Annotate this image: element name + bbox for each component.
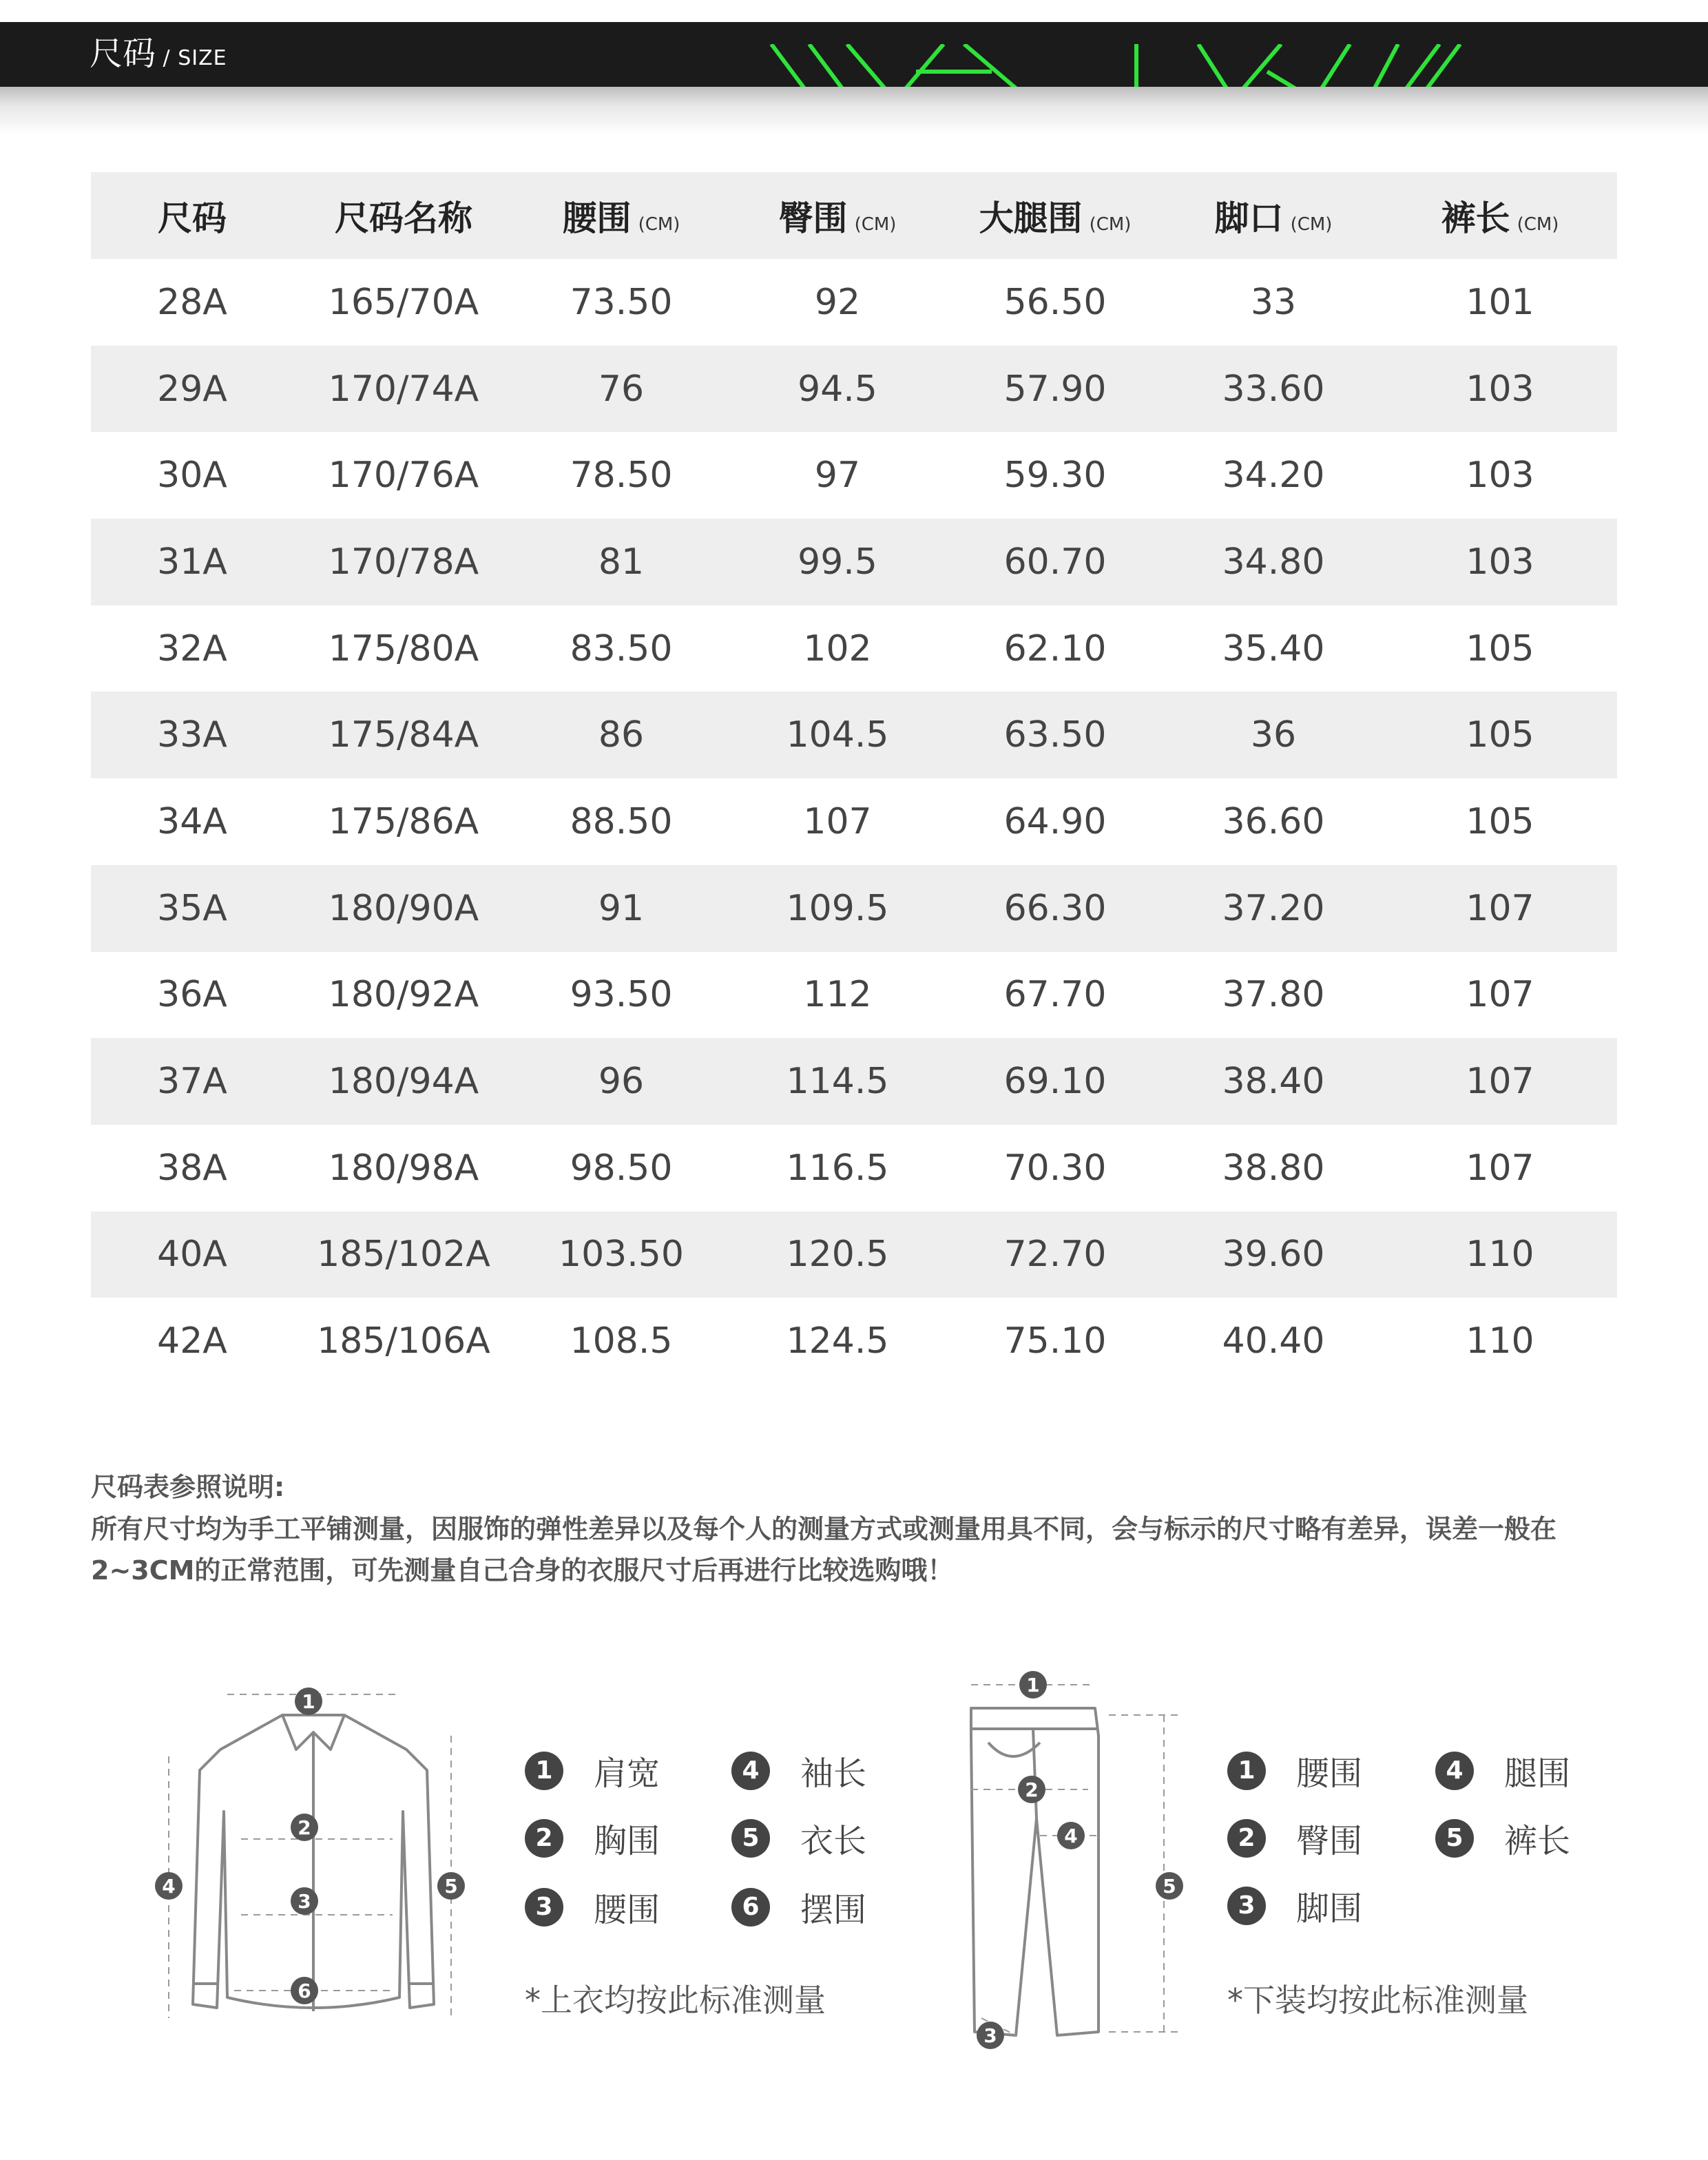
table-cell: 116.5: [786, 1147, 889, 1189]
legend-label: 裤长: [1504, 1822, 1571, 1860]
table-cell: 180/90A: [293, 865, 514, 952]
legend-label: 脚围: [1296, 1889, 1363, 1928]
table-cell: 30A: [157, 455, 227, 497]
marker-num: 1: [1026, 1674, 1040, 1696]
header-bar: [0, 22, 1708, 87]
table-cell: 105: [1383, 692, 1617, 778]
shirt-caption: *上衣均按此标准测量: [525, 1982, 826, 2019]
table-cell: 170/78A: [293, 519, 514, 605]
table-cell: 34.20: [1222, 455, 1325, 497]
header-unit: (CM): [1290, 214, 1333, 235]
legend-item: [1227, 1882, 1362, 1929]
table-cell: 124.5: [786, 1320, 889, 1362]
header-unit: (CM): [1517, 214, 1559, 235]
marker-num: 5: [1163, 1875, 1176, 1898]
table-cell: 72.70: [946, 1212, 1164, 1298]
table-cell: 105: [1466, 800, 1534, 842]
table-cell: 165/70A: [328, 281, 479, 323]
legend-item: [525, 1747, 660, 1794]
table-cell: 103: [1383, 519, 1617, 605]
legend-label: 腰围: [1296, 1754, 1363, 1793]
header-shadow: [0, 87, 1708, 135]
legend-label: 腿围: [1504, 1754, 1571, 1793]
pants-measure-lines: [971, 1685, 1178, 2035]
table-cell: 56.50: [1003, 281, 1107, 323]
table-cell: 102: [803, 627, 872, 669]
table-cell: 28A: [157, 281, 227, 323]
pants-marker: [1019, 1671, 1047, 1699]
pants-caption: *下装均按此标准测量: [1227, 1982, 1528, 2019]
table-cell: 96: [514, 1038, 729, 1125]
header-label: 裤长: [1441, 198, 1510, 238]
table-cell: 104.5: [729, 692, 946, 778]
table-cell: 185/106A: [317, 1320, 490, 1362]
table-row: [91, 778, 1617, 865]
table-row: [91, 1038, 1617, 1125]
header-label: 臀围: [778, 198, 848, 238]
legend-number-icon: 5: [1435, 1819, 1474, 1858]
table-cell: 175/86A: [328, 800, 479, 842]
table-cell: 170/76A: [328, 455, 479, 497]
legend-number-icon: 5: [731, 1819, 770, 1858]
table-cell: 180/94A: [293, 1038, 514, 1125]
legend-item: [731, 1814, 866, 1862]
table-cell: 36: [1164, 692, 1383, 778]
header-cell: [1383, 172, 1617, 259]
table-row: [91, 1125, 1617, 1212]
table-cell: 60.70: [946, 519, 1164, 605]
table-cell: 40A: [91, 1212, 293, 1298]
table-cell: 67.70: [1003, 974, 1107, 1016]
header-unit: (CM): [854, 214, 897, 235]
table-cell: 33: [1250, 281, 1297, 323]
table-cell: 110: [1466, 1320, 1534, 1362]
header-label: 腰围: [562, 198, 632, 238]
table-cell: 81: [514, 519, 729, 605]
table-cell: 175/80A: [328, 627, 479, 669]
marker-num: 3: [983, 2024, 997, 2047]
pants-diagram: [950, 1660, 1198, 2059]
table-cell: 35.40: [1222, 627, 1325, 669]
legend-item: [525, 1814, 660, 1862]
legend-label: 摆围: [800, 1891, 867, 1929]
pants-marker: [1156, 1872, 1183, 1900]
header-unit: (CM): [1089, 214, 1132, 235]
table-cell: 99.5: [729, 519, 946, 605]
legend-item: [1227, 1747, 1362, 1794]
table-body: [91, 259, 1617, 1384]
table-cell: 69.10: [946, 1038, 1164, 1125]
size-table: [91, 172, 1617, 1384]
table-row: [91, 432, 1617, 519]
table-cell: 39.60: [1164, 1212, 1383, 1298]
table-row: [91, 1298, 1617, 1384]
marker-num: 4: [162, 1875, 176, 1898]
table-cell: 180/92A: [328, 974, 479, 1016]
header-label: 尺码: [158, 198, 227, 238]
table-cell: 92: [814, 281, 861, 323]
table-row: [91, 259, 1617, 346]
marker-num: 3: [298, 1890, 311, 1913]
legend-number-icon: 2: [1227, 1819, 1266, 1858]
legend-number-icon: 4: [731, 1752, 770, 1790]
table-header-row: [91, 172, 1617, 259]
table-cell: 64.90: [1003, 800, 1107, 842]
table-cell: 37.80: [1222, 974, 1325, 1016]
table-cell: 63.50: [946, 692, 1164, 778]
notes-title: 尺码表参照说明:: [91, 1472, 285, 1502]
header-label: 脚口: [1214, 198, 1284, 238]
table-cell: 76: [514, 346, 729, 433]
page-title: [90, 33, 227, 79]
header-cell: [1164, 172, 1383, 259]
table-cell: 86: [514, 692, 729, 778]
table-cell: 33A: [91, 692, 293, 778]
pants-marker: [1018, 1776, 1045, 1803]
title-sub: / SIZE: [156, 46, 227, 70]
marker-num: 2: [1025, 1778, 1039, 1801]
table-cell: 93.50: [570, 974, 673, 1016]
table-cell: 107: [803, 800, 872, 842]
table-row: [91, 519, 1617, 605]
table-row: [91, 346, 1617, 433]
marker-num: 2: [298, 1816, 311, 1839]
table-cell: 38.40: [1164, 1038, 1383, 1125]
table-cell: 36.60: [1222, 800, 1325, 842]
shirt-marker: [155, 1872, 183, 1900]
legend-label: 臀围: [1296, 1822, 1363, 1860]
notes-body: 所有尺寸均为手工平铺测量，因服饰的弹性差异以及每个人的测量方式或测量用具不同，会与标示的尺寸略有差异，误差一般在2~3CM的正常范围，可先测量自己合身的衣服尺寸后再进行比较选购哦！: [91, 1514, 1557, 1586]
table-cell: 32A: [157, 627, 227, 669]
table-cell: 62.10: [1003, 627, 1107, 669]
marker-num: 6: [298, 1980, 311, 2002]
header-label: 大腿围: [979, 198, 1083, 238]
legend-number-icon: 1: [525, 1752, 563, 1790]
table-cell: 103: [1466, 455, 1534, 497]
shirt-marker: [291, 1814, 318, 1841]
table-cell: 107: [1466, 1147, 1534, 1189]
legend-number-icon: 4: [1435, 1752, 1474, 1790]
shirt-marker: [291, 1977, 318, 2004]
legend-item: [731, 1747, 866, 1794]
marker-num: 1: [302, 1690, 315, 1713]
table-cell: 114.5: [729, 1038, 946, 1125]
shirt-marker: [291, 1887, 318, 1915]
table-cell: 88.50: [570, 800, 673, 842]
shirt-marker: [295, 1688, 322, 1715]
table-cell: 107: [1466, 974, 1534, 1016]
table-cell: 59.30: [1003, 455, 1107, 497]
pants-marker: [1057, 1822, 1085, 1849]
table-row: [91, 865, 1617, 952]
marker-num: 5: [444, 1875, 458, 1898]
legend-item: [1227, 1814, 1362, 1862]
legend-number-icon: 1: [1227, 1752, 1266, 1790]
legend-item: [1435, 1814, 1570, 1862]
legend-label: 腰围: [594, 1891, 660, 1929]
header-unit: (CM): [638, 214, 680, 235]
legend-label: 胸围: [594, 1822, 660, 1860]
shirt-diagram: [138, 1674, 482, 2032]
header-cell: [729, 172, 946, 259]
table-cell: 180/98A: [328, 1147, 479, 1189]
table-cell: 57.90: [946, 346, 1164, 433]
table-row: [91, 692, 1617, 778]
table-cell: 97: [814, 455, 861, 497]
table-cell: 42A: [157, 1320, 227, 1362]
table-row: [91, 1212, 1617, 1298]
table-cell: 73.50: [570, 281, 673, 323]
header-cell: [946, 172, 1164, 259]
table-cell: 103.50: [514, 1212, 729, 1298]
title-main: 尺码: [90, 34, 156, 73]
table-cell: 170/74A: [293, 346, 514, 433]
table-cell: 29A: [91, 346, 293, 433]
table-cell: 185/102A: [293, 1212, 514, 1298]
header-cell: [293, 172, 514, 259]
table-cell: 40.40: [1222, 1320, 1325, 1362]
table-row: [91, 605, 1617, 692]
legend-item: [525, 1883, 660, 1931]
table-cell: 36A: [157, 974, 227, 1016]
table-cell: 94.5: [729, 346, 946, 433]
marker-num: 4: [1064, 1825, 1078, 1847]
table-cell: 31A: [91, 519, 293, 605]
table-cell: 75.10: [1003, 1320, 1107, 1362]
table-cell: 34A: [157, 800, 227, 842]
table-cell: 83.50: [570, 627, 673, 669]
table-cell: 110: [1383, 1212, 1617, 1298]
table-row: [91, 952, 1617, 1039]
table-cell: 91: [514, 865, 729, 952]
table-cell: 70.30: [1003, 1147, 1107, 1189]
table-cell: 175/84A: [293, 692, 514, 778]
table-cell: 103: [1383, 346, 1617, 433]
legend-label: 衣长: [800, 1822, 867, 1860]
legend-number-icon: 3: [1227, 1887, 1266, 1925]
legend-number-icon: 3: [525, 1888, 563, 1927]
table-cell: 108.5: [570, 1320, 673, 1362]
table-cell: 101: [1466, 281, 1534, 323]
shirt-marker: [437, 1872, 465, 1900]
pants-outline: [971, 1708, 1098, 2035]
table-cell: 34.80: [1164, 519, 1383, 605]
legend-number-icon: 2: [525, 1819, 563, 1858]
table-cell: 66.30: [946, 865, 1164, 952]
legend-item: [731, 1883, 866, 1931]
table-cell: 78.50: [570, 455, 673, 497]
table-cell: 35A: [91, 865, 293, 952]
legend-item: [1435, 1747, 1570, 1794]
legend-label: 袖长: [800, 1754, 867, 1793]
table-cell: 38.80: [1222, 1147, 1325, 1189]
table-cell: 98.50: [570, 1147, 673, 1189]
table-cell: 38A: [157, 1147, 227, 1189]
header-label: 尺码名称: [335, 198, 472, 238]
legend-label: 肩宽: [594, 1754, 660, 1793]
header-cell: [514, 172, 729, 259]
header-cell: [91, 172, 293, 259]
table-cell: 33.60: [1164, 346, 1383, 433]
table-cell: 109.5: [729, 865, 946, 952]
table-cell: 37A: [91, 1038, 293, 1125]
green-line-decoration: [744, 44, 1570, 87]
table-cell: 37.20: [1164, 865, 1383, 952]
table-cell: 112: [803, 974, 872, 1016]
shirt-outline: [193, 1715, 434, 2011]
table-cell: 107: [1383, 865, 1617, 952]
table-cell: 120.5: [729, 1212, 946, 1298]
legend-number-icon: 6: [731, 1888, 770, 1927]
table-cell: 105: [1466, 627, 1534, 669]
pants-marker: [977, 2022, 1004, 2049]
table-cell: 107: [1383, 1038, 1617, 1125]
